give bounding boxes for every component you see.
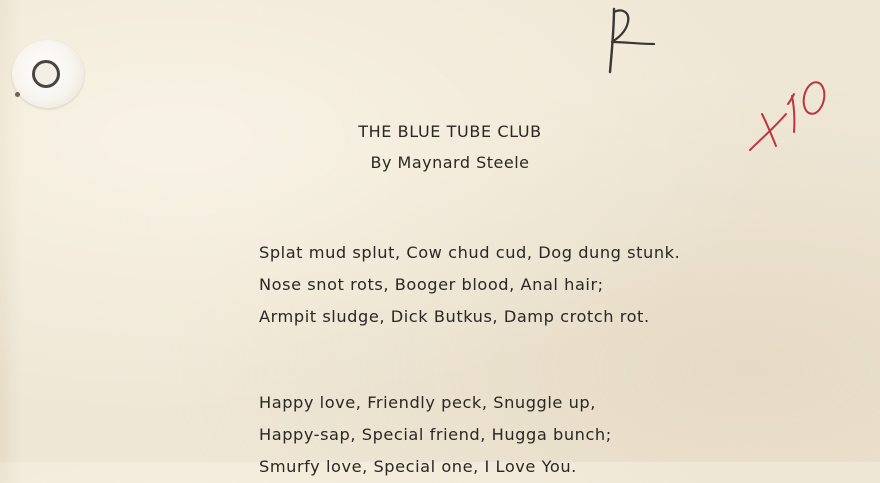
poem-line: Happy-sap, Special friend, Hugga bunch; (259, 425, 612, 444)
stanza-1 (259, 237, 680, 333)
poem-line: Nose snot rots, Booger blood, Anal hair; (259, 275, 604, 294)
pencil-grade-mark (600, 4, 660, 76)
paper-speck (15, 92, 20, 97)
binder-hole-center (32, 60, 60, 88)
poem-byline: By Maynard Steele (370, 153, 530, 172)
poem-line: Happy love, Friendly peck, Snuggle up, (259, 393, 596, 412)
poem-line: Splat mud splut, Cow chud cud, Dog dung stunk. (259, 243, 681, 262)
poem-line: Armpit sludge, Dick Butkus, Damp crotch rot. (259, 307, 650, 326)
poem-title: THE BLUE TUBE CLUB (358, 122, 542, 141)
red-ink-note (742, 74, 838, 160)
stanza-2 (259, 387, 612, 483)
poem-line: Smurfy love, Special one, I Love You. (259, 457, 577, 476)
